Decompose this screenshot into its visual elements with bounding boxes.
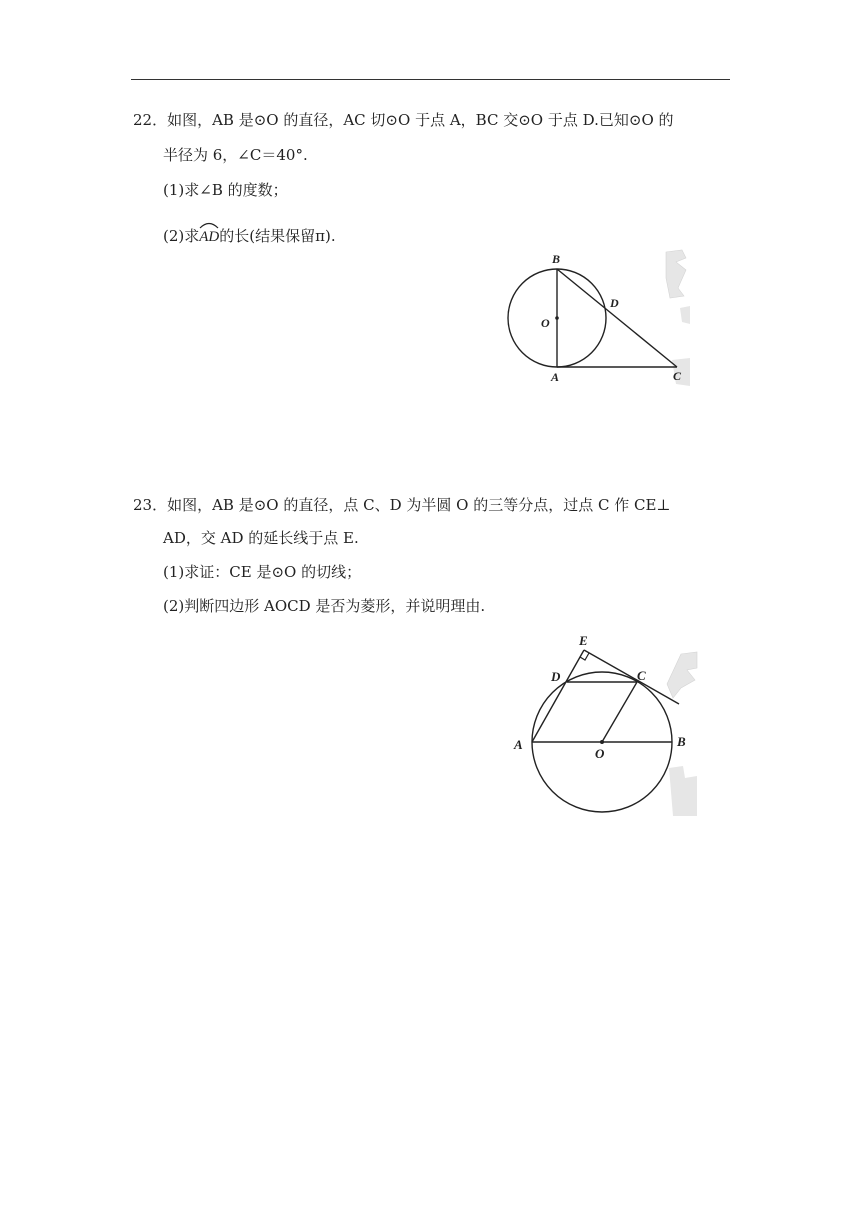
q23-line1 — [133, 495, 671, 515]
center-point — [600, 740, 604, 744]
label-b: B — [552, 252, 561, 266]
q22-line1 — [133, 110, 674, 130]
arc-symbol-icon — [199, 221, 219, 229]
scan-artifact — [669, 766, 697, 816]
q22-text-line1: 如图，AB 是⊙O 的直径，AC 切⊙O 于点 A，BC 交⊙O 于点 D.已知⊙O 的 — [167, 111, 674, 129]
q22-text-line2: 半径为 6，∠C＝40°. — [163, 146, 308, 164]
label-c: C — [673, 369, 682, 383]
q22-sub2-suffix: 的长(结果保留π). — [219, 227, 336, 245]
label-o: O — [541, 316, 550, 330]
tangent-ec — [584, 650, 679, 704]
q23-sub1: (1)求证：CE 是⊙O 的切线； — [163, 563, 362, 581]
label-o: O — [595, 746, 605, 761]
segment-ae — [532, 650, 584, 742]
segment-oc — [602, 682, 637, 742]
scan-artifact — [667, 652, 697, 698]
label-d: D — [610, 296, 619, 310]
q22-number: 22． — [133, 111, 168, 129]
q22-arc-label: AD — [199, 229, 220, 245]
label-c: C — [637, 668, 646, 683]
q23-text-line2: AD，交 AD 的延长线于点 E. — [163, 529, 359, 547]
center-point — [555, 316, 559, 320]
label-d: D — [551, 669, 561, 684]
q22-sub2 — [163, 226, 336, 247]
q22-sub2-prefix: (2)求 — [163, 227, 200, 245]
header-rule — [131, 79, 730, 80]
q22-sub1: (1)求∠B 的度数； — [163, 181, 288, 199]
q23-text-line1: 如图，AB 是⊙O 的直径，点 C、D 为半圆 O 的三等分点，过点 C 作 CE⊥ — [167, 496, 671, 514]
q22-figure — [500, 248, 690, 388]
q23-number: 23． — [133, 496, 168, 514]
label-a: A — [514, 737, 523, 752]
label-b: B — [677, 734, 686, 749]
label-e: E — [579, 633, 588, 648]
q23-sub2: (2)判断四边形 AOCD 是否为菱形，并说明理由. — [163, 597, 486, 615]
scan-artifact — [680, 306, 690, 324]
segment-bc — [557, 269, 677, 367]
q22-arc-ad — [199, 227, 219, 247]
scan-artifact — [666, 250, 686, 298]
label-a: A — [551, 370, 560, 384]
q23-figure — [505, 628, 700, 818]
